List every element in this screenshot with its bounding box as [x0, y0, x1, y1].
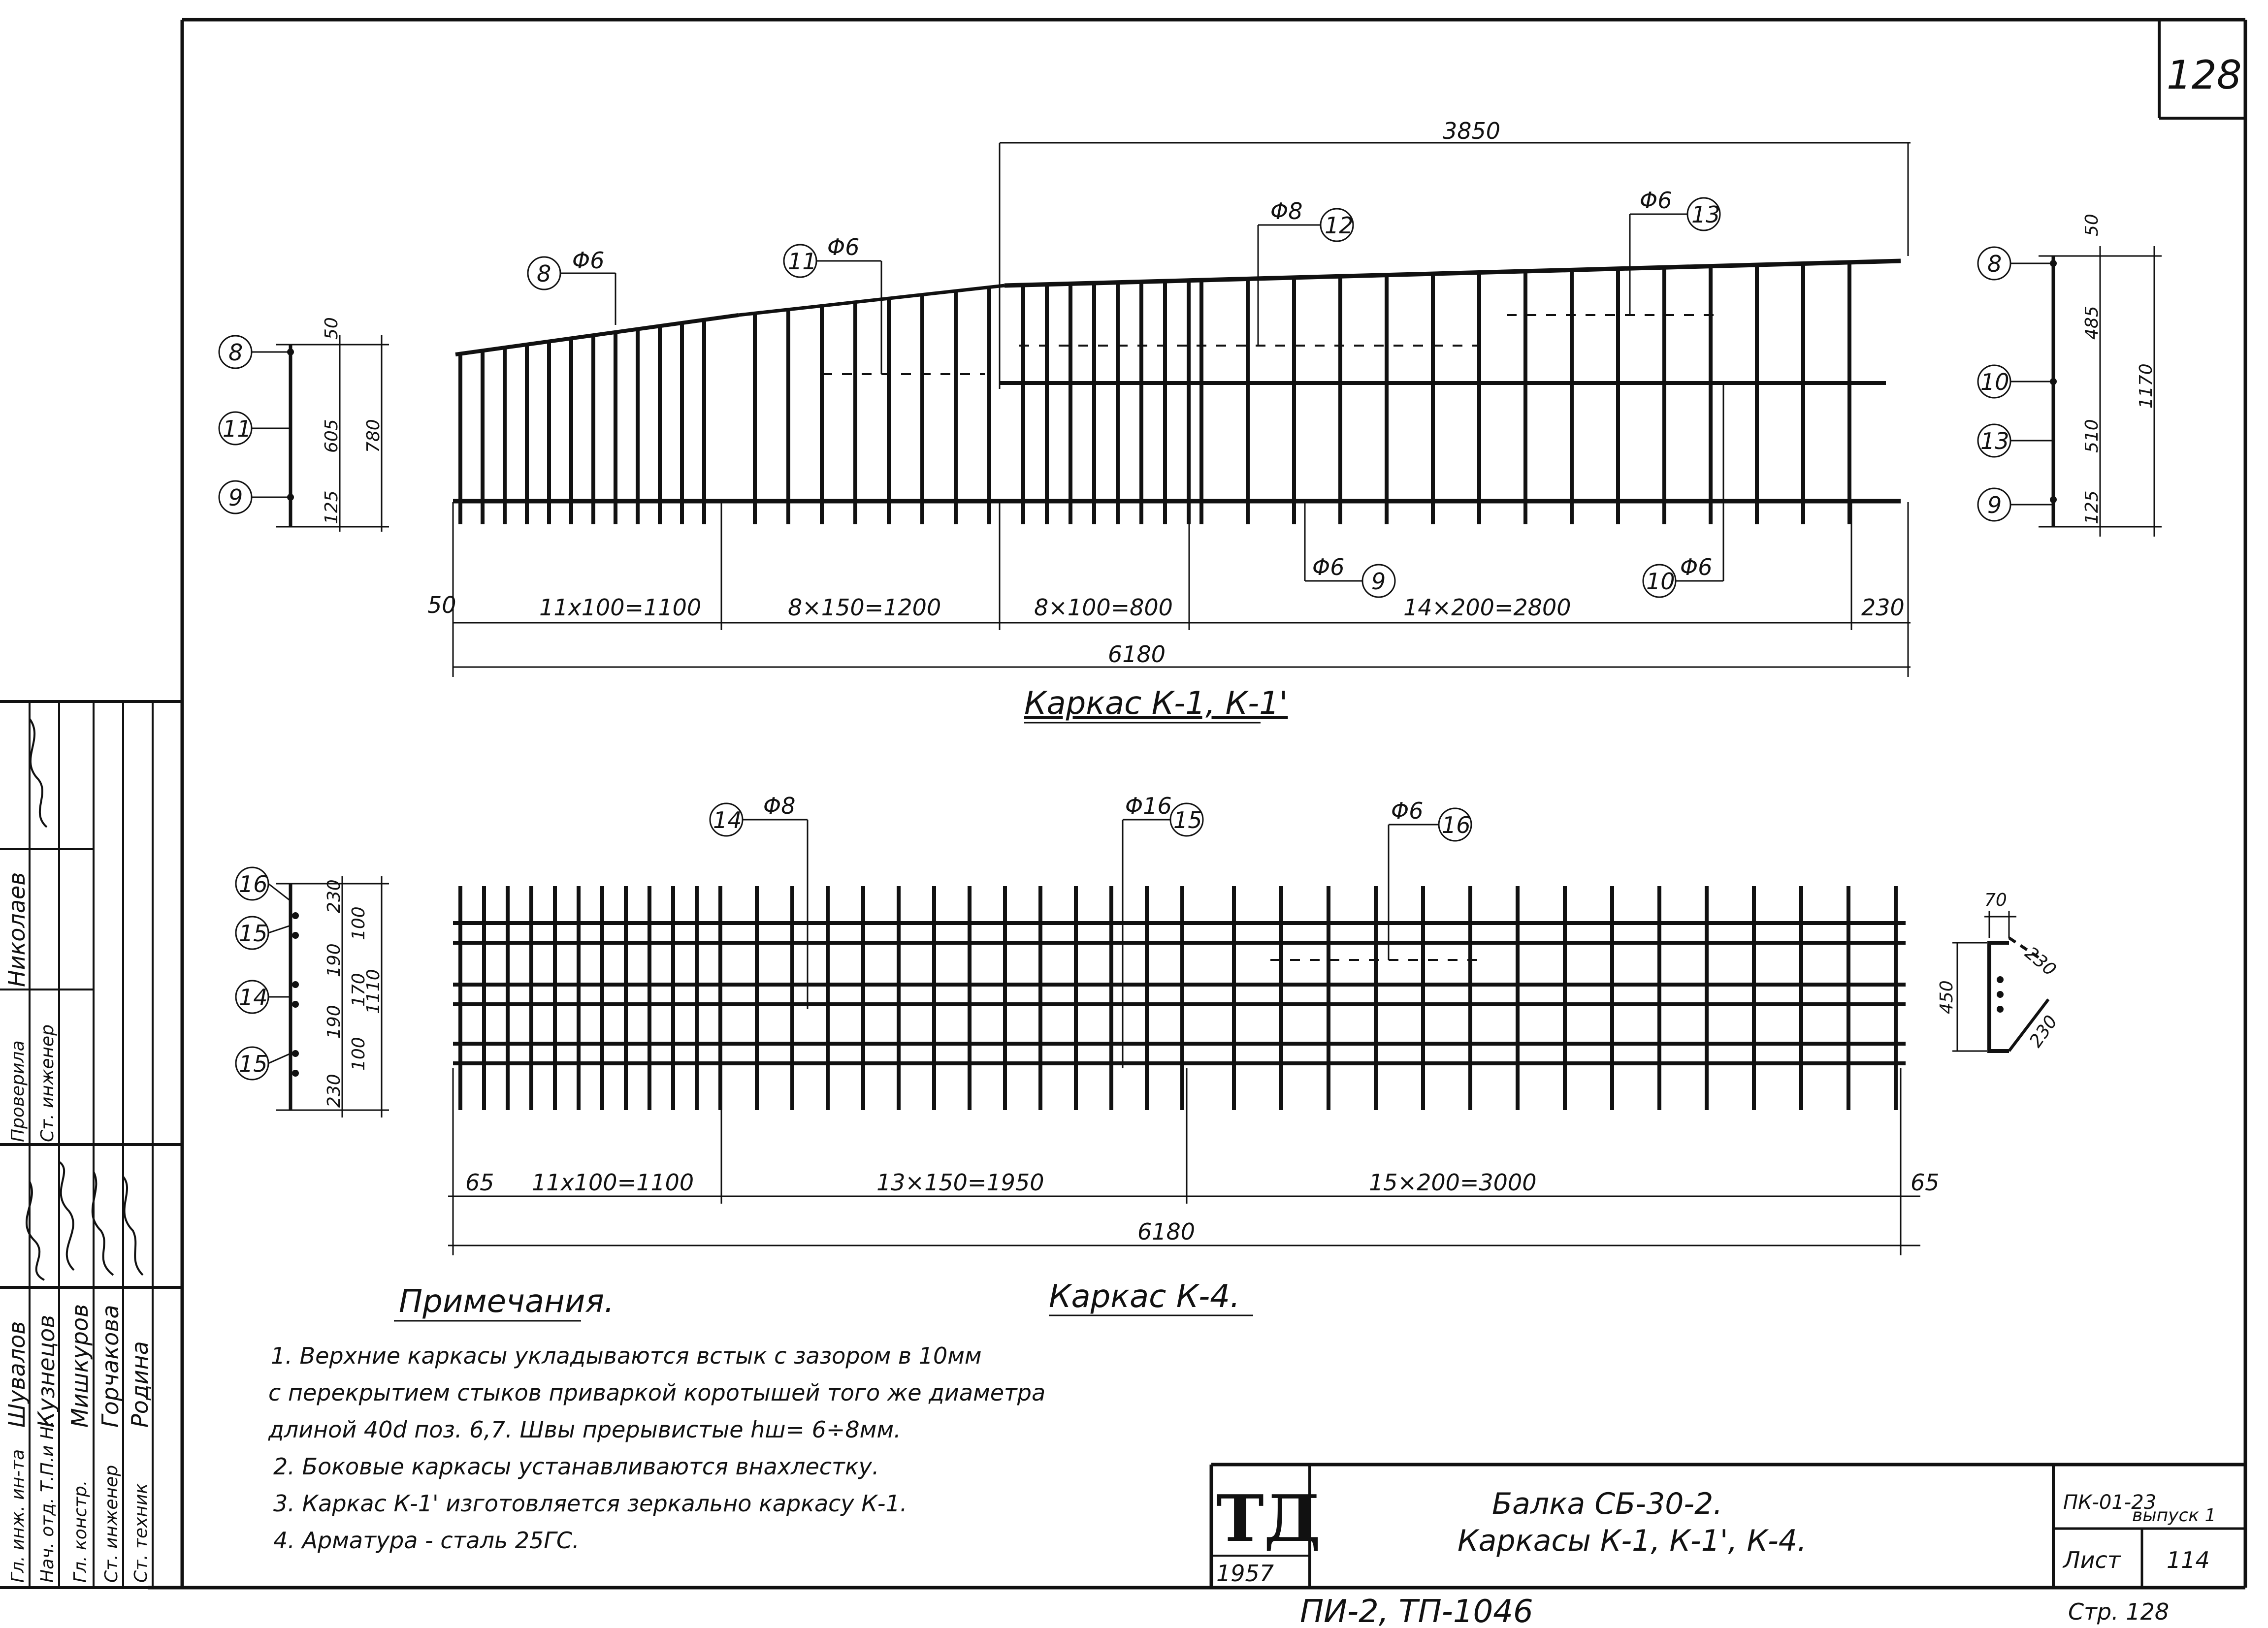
k1-ls-callout-11: 11 — [223, 415, 252, 442]
k4-rd-dim-450: 450 — [1937, 980, 1957, 1014]
stamp-name-1: Шувалов — [3, 1321, 30, 1428]
k1-dia-10: Φ6 — [1680, 554, 1713, 580]
k4-callout-texts — [713, 793, 1471, 838]
k1-seg-5: 14×200=2800 — [1403, 594, 1571, 621]
k1-seg-2: 11x100=1100 — [539, 594, 702, 621]
frame-k4-drawing — [453, 886, 1906, 1110]
k1-dia-13: Φ6 — [1640, 187, 1672, 214]
notes-line-1: 1. Верхние каркасы укладываются встык с зазором в 10мм — [271, 1342, 982, 1369]
k4-rd-dim-230b: 230 — [2025, 1012, 2062, 1052]
k4-ls-callout-16: 16 — [239, 871, 268, 897]
k4-title: Каркас К-4. — [1049, 1278, 1240, 1315]
footer-page: Стр. 128 — [2068, 1598, 2170, 1625]
tb-year: 1957 — [1216, 1560, 1274, 1587]
k1-ls-dim-605: 605 — [322, 419, 342, 453]
stamp-role-5: Ст. техник — [131, 1483, 151, 1583]
k1-right-section-texts — [1980, 214, 2156, 524]
k4-callout-15: 15 — [1173, 807, 1202, 833]
k4-seg-1: 65 — [465, 1169, 494, 1196]
k1-dia-9: Φ6 — [1312, 554, 1345, 580]
k1-ls-callout-9: 9 — [228, 484, 243, 511]
k1-right-bar-dot — [2050, 260, 2057, 267]
k4-ls-dim-1110: 1110 — [363, 969, 384, 1014]
k4-seg-4: 15×200=3000 — [1369, 1169, 1537, 1196]
k4-dia-14: Φ8 — [763, 793, 796, 819]
k1-dia-8: Φ6 — [572, 247, 605, 274]
k4-dia-16: Φ6 — [1391, 798, 1424, 824]
k1-rs-callout-9: 9 — [1987, 492, 2002, 518]
k1-ls-dim-125: 125 — [322, 490, 342, 524]
stamp-name-4: Горчакова — [97, 1305, 124, 1428]
k1-rs-dim-125: 125 — [2082, 490, 2102, 524]
stamp-role-4: Ст. инженер — [101, 1465, 122, 1583]
k4-total-dim: 6180 — [1137, 1218, 1196, 1245]
tb-sheet-label: Лист — [2063, 1547, 2121, 1573]
k4-ls-callout-14: 14 — [239, 984, 268, 1011]
k4-rd-dim-70: 70 — [1984, 890, 2007, 910]
k1-callouts — [528, 198, 1723, 597]
k4-seg-3: 13×150=1950 — [876, 1169, 1044, 1196]
notes-line-6: 4. Арматура - сталь 25ГС. — [273, 1527, 580, 1554]
notes-line-2: с перекрытием стыков приваркой коротышей того же диаметра — [268, 1379, 1046, 1406]
k1-callout-12: 12 — [1325, 212, 1354, 239]
k4-ls-dim-230a: 230 — [324, 879, 344, 913]
k1-callout-13: 13 — [1691, 201, 1720, 228]
notes-heading: Примечания. — [399, 1283, 615, 1320]
k1-left-bar-dot — [287, 349, 294, 355]
notes — [268, 1283, 1045, 1554]
k1-dia-12: Φ8 — [1270, 198, 1303, 224]
k1-rs-dim-510: 510 — [2082, 419, 2102, 453]
k4-dimension-texts — [465, 1169, 1940, 1245]
k1-ls-dim-780: 780 — [363, 419, 384, 453]
k1-seg-6: 230 — [1861, 594, 1905, 621]
tb-title-2: Каркасы К-1, К-1', К-4. — [1458, 1524, 1807, 1558]
k1-right-bar-dot — [2050, 496, 2057, 503]
stamp-role-2: Нач. отд. Т.П.и Н. — [37, 1420, 58, 1583]
k1-left-section-texts — [223, 317, 384, 524]
k1-rs-callout-8: 8 — [1987, 251, 2002, 277]
k1-rs-callout-10: 10 — [1980, 369, 2009, 395]
k1-ls-callout-8: 8 — [228, 339, 243, 366]
k4-seg-2: 11x100=1100 — [532, 1169, 694, 1196]
k1-seg-1: 50 — [427, 592, 456, 618]
stamp-upper-name: Николаев — [3, 872, 30, 987]
k4-callout-16: 16 — [1442, 812, 1471, 838]
stamp-role-1: Гл. инж. ин-та — [8, 1449, 28, 1583]
k1-rs-dim-485: 485 — [2082, 306, 2102, 340]
page-number: 128 — [2167, 52, 2242, 98]
k1-seg-4: 8×100=800 — [1034, 594, 1173, 621]
notes-line-4: 2. Боковые каркасы устанавливаются внахлестку. — [273, 1453, 879, 1480]
k1-seg-3: 8×150=1200 — [788, 594, 941, 621]
k1-left-bar-dot — [287, 494, 294, 501]
k4-vertical-bars — [460, 886, 1896, 1110]
k4-ls-dim-100b: 100 — [349, 1037, 369, 1071]
k1-callout-10: 10 — [1646, 568, 1675, 595]
k1-top-dim: 3850 — [1443, 118, 1501, 144]
k4-left-section-dots — [292, 912, 299, 1077]
k4-callouts — [710, 803, 1471, 1068]
k4-ls-dim-170: 170 — [349, 973, 369, 1007]
k4-ls-dim-190b: 190 — [324, 1005, 344, 1039]
footer-codes: ПИ-2, ТП-1046 — [1300, 1594, 1533, 1628]
k1-callout-9: 9 — [1371, 568, 1386, 595]
k1-dia-11: Φ6 — [827, 234, 860, 260]
k1-title: Каркас К-1, К-1' — [1024, 685, 1288, 722]
k4-seg-5: 65 — [1911, 1169, 1940, 1196]
k1-callout-texts — [537, 187, 1720, 595]
k1-rs-callout-13: 13 — [1980, 428, 2009, 454]
stamp-upper-role-1: Проверила — [8, 1040, 28, 1142]
stamp-name-2: Кузнецов — [33, 1314, 60, 1428]
stamp-upper-role-2: Ст. инженер — [37, 1024, 58, 1142]
tb-issue: выпуск 1 — [2132, 1505, 2216, 1526]
stamp-name-3: Мишкуров — [66, 1304, 93, 1428]
k1-ls-dim-50: 50 — [322, 317, 342, 340]
k4-ls-dim-100a: 100 — [349, 906, 369, 940]
k1-total-dim: 6180 — [1108, 641, 1166, 668]
notes-line-3: длиной 40d поз. 6,7. Швы прерывистые hш= 6÷8мм. — [268, 1416, 901, 1443]
k4-ls-callout-15a: 15 — [239, 920, 268, 947]
stamp-name-5: Родина — [127, 1341, 153, 1428]
notes-line-5: 3. Каркас К-1' изготовляется зеркально каркасу К-1. — [273, 1490, 907, 1517]
k4-right-detail-texts — [1937, 890, 2062, 1051]
k4-ls-dim-230b: 230 — [324, 1074, 344, 1108]
k4-dia-15: Φ16 — [1125, 793, 1172, 819]
td-stamp: ТД — [1216, 1481, 1321, 1556]
k4-callout-14: 14 — [713, 807, 742, 833]
stamp-role-3: Гл. констр. — [70, 1480, 91, 1583]
k1-rs-dim-50: 50 — [2082, 214, 2102, 236]
k4-right-detail-dots — [1997, 976, 2004, 1013]
k4-ls-dim-190a: 190 — [324, 943, 344, 977]
k1-callout-8: 8 — [537, 260, 551, 287]
tb-sheet-no: 114 — [2167, 1547, 2210, 1573]
k1-callout-11: 11 — [788, 248, 817, 275]
tb-series: ПК-01-23 — [2063, 1491, 2157, 1514]
k1-rs-dim-1170: 1170 — [2136, 363, 2156, 409]
signatures — [27, 719, 143, 1280]
k4-left-section-texts — [239, 871, 384, 1108]
k1-vertical-bars — [460, 262, 1849, 524]
k4-rd-dim-230a: 230 — [2021, 943, 2060, 981]
k4-ls-callout-15b: 15 — [239, 1051, 268, 1077]
frame-k1-drawing — [453, 261, 1901, 524]
tb-title-1: Балка СБ-30-2. — [1492, 1487, 1723, 1521]
k1-right-bar-dot — [2050, 378, 2057, 385]
